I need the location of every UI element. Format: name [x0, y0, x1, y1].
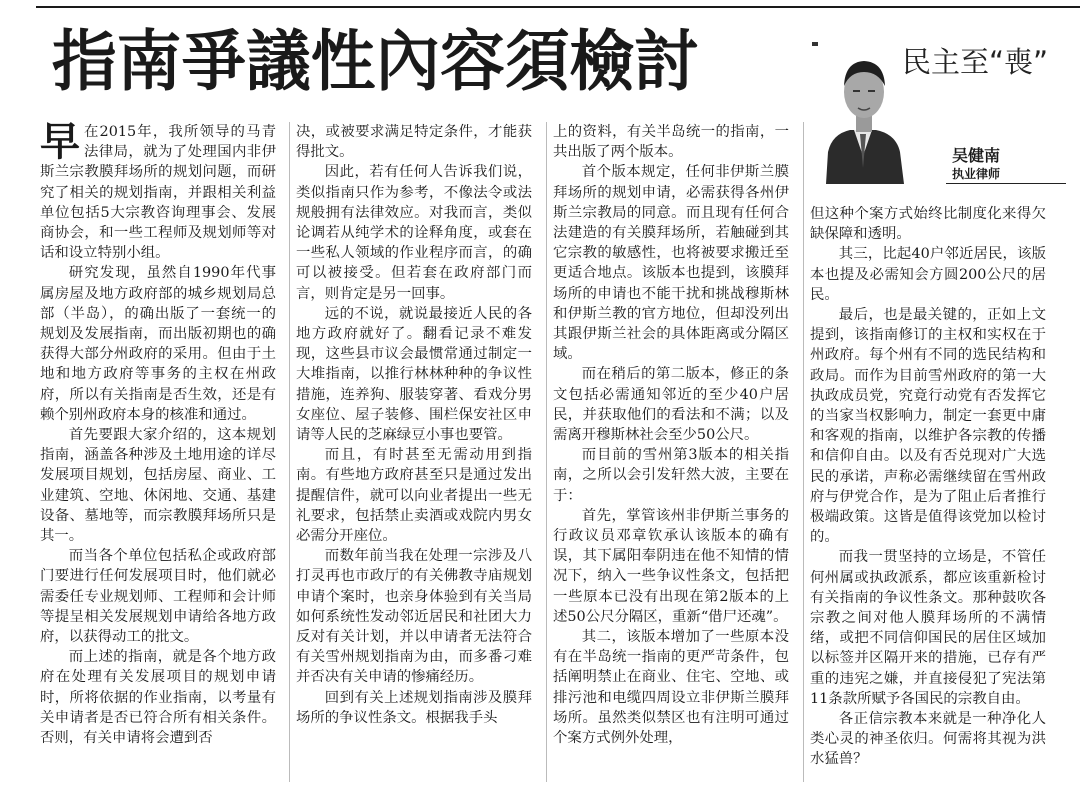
paragraph: 而在稍后的第二版本，修正的条文包括必需通知邻近的至少40户居民，并获取他们的看法和不满；以及需离开穆斯林社会至少50公尺。: [553, 366, 789, 444]
paragraph: 而数年前当我在处理一宗涉及八打灵再也市政厅的有关佛教寺庙规划申请个案时，也亲身体验到有关当局如何系统性发动邻近居民和社团大力反对有关计划，并以申请者无法符合有关雪州规划指南为由，而多番刁难并否决有关申请的惨痛经历。: [296, 548, 532, 686]
column-separator: [546, 122, 547, 782]
paragraph: 其二，该版本增加了一些原本没有在半岛统一指南的更严苛条件，包括阐明禁止在商业、住宅、空地、或排污池和电缆四周设立非伊斯兰膜拜场所。虽然类似禁区也有注明可通过个案方式例外处理，: [553, 629, 789, 747]
paragraph: 首个版本规定，任何非伊斯兰膜拜场所的规划申请，必需获得各州伊斯兰宗教局的同意。而且现有任何合法建造的有关膜拜场所，若触碰到其它宗教的敏感性，也将被要求搬迁至更适合地点。该版本也提到，该膜拜场所的申请也不能干扰和挑战穆斯林和伊斯兰教的官方地位，但却没列出其跟伊斯兰社会的具体距离或分隔区域。: [553, 164, 789, 363]
author-title: 执业律师: [952, 167, 1001, 181]
body-column-2: [296, 122, 532, 728]
paragraph: 回到有关上述规划指南涉及膜拜场所的争议性条文。根据我手头: [296, 689, 532, 726]
headline: 指南爭議性內容須檢討: [52, 23, 699, 100]
paragraph: 远的不说，就说最接近人民的各地方政府就好了。翻看记录不难发现，这些县市议会最惯常通过制定一大堆指南，以推行林林种种的争议性措施，连养狗、服装穿著、看戏分男女座位、屋子装修、围栏保安社区申请等人民的芝麻绿豆小事也要管。: [296, 305, 532, 444]
paragraph: 但这种个案方式始终比制度化来得欠缺保障和透明。: [810, 206, 1046, 243]
body-column-4: [810, 204, 1046, 770]
column-separator: [803, 122, 804, 782]
author-rule: [946, 183, 1066, 184]
paragraph: 而当各个单位包括私企或政府部门要进行任何发展项目时，他们就必需委任专业规划师、工程师和会计师等提呈相关发展规划申请给各地方政府，以获得动工的批文。: [40, 548, 276, 646]
paragraph-text: 在2015年，我所领导的马青法律局，就为了处理国内非伊斯兰宗教膜拜场所的规划问题，而研究了相关的规划指南，并跟相关利益单位包括5大宗教咨询理事会、发展商协会，和一些工程师及规划师等对话和设立特别小组。: [40, 124, 276, 262]
body-column-3: [553, 122, 789, 748]
paragraph: 而且，有时甚至无需动用到指南。有些地方政府甚至只是通过发出提醒信件，就可以向业者提出一些无礼要求，包括禁止卖酒或戏院内男女必需分开座位。: [296, 447, 532, 545]
paragraph: [40, 119, 276, 263]
paragraph: 其三，比起40户邻近居民，该版本也提及必需知会方圆200公尺的居民。: [810, 246, 1046, 303]
body-column-1: [40, 119, 276, 748]
column-separator: [289, 122, 290, 782]
paragraph: 首先要跟大家介绍的，这本规划指南，涵盖各种涉及土地用途的详尽发展项目规划，包括房屋、商业、工业建筑、空地、休闲地、交通、基建设备、墓地等，而宗教膜拜场所只是其一。: [40, 427, 276, 545]
paragraph: 而上述的指南，就是各个地方政府在处理有关发展项目的规划申请时，所将依据的作业指南，以考量有关申请者是否已符合所有相关条件。否则，有关申请将会遭到否: [40, 649, 276, 747]
paragraph: 因此，若有任何人告诉我们说，类似指南只作为参考，不像法令或法规般拥有法律效应。对我而言，类似论调若从纯学术的诠释角度，或套在一些私人领域的作业程序而言，的确可以被接受。但若套在政府部门而言，则肯定是另一回事。: [296, 164, 532, 302]
paragraph: 上的资料，有关半岛统一的指南，一共出版了两个版本。: [553, 124, 789, 161]
top-rule: [36, 6, 1080, 8]
paragraph: 而我一贯坚持的立场是，不管任何州属或执政派系，都应该重新检讨有关指南的争议性条文。那种鼓吹各宗教之间对他人膜拜场所的不满情绪，或把不同信仰国民的居住区域加以标签并区隔开来的措施，已存有严重的违宪之嫌，并直接侵犯了宪法第11条款所赋予各国民的宗教自由。: [810, 549, 1046, 707]
paragraph: 各正信宗教本来就是一种净化人类心灵的神圣依归。何需将其视为洪水猛兽？: [810, 711, 1046, 768]
paragraph: 而目前的雪州第3版本的相关指南，之所以会引发轩然大波，主要在于：: [553, 447, 789, 504]
paragraph: 研究发现，虽然自1990年代事属房屋及地方政府部的城乡规划局总部（半岛），的确出版了一套统一的规划及发展指南，而出版初期也的确获得大部分州政府的采用。但由于土地和地方政府等事务的主权在州政府，所以有关指南是否生效，还是有赖个别州政府本身的核准和通过。: [40, 265, 276, 423]
dropcap: 早: [40, 119, 80, 165]
paragraph: 决，或被要求满足特定条件，才能获得批文。: [296, 124, 532, 161]
author-photo: [818, 34, 908, 184]
paragraph: 首先，掌管该州非伊斯兰事务的行政议员邓章钦承认该版本的确有误，其下属阳奉阴违在他不知情的情况下，纳入一些争议性条文，包括把一些原本已没有出现在第2版本的上述50公尺分隔区，重新“借尸还魂”。: [553, 507, 789, 625]
column-title: 民主至“喪”: [902, 45, 1049, 79]
paragraph: 最后，也是最关键的，正如上文提到，该指南修订的主权和实权在于州政府。每个州有不同的选民结构和政局。而作为目前雪州政府的第一大执政成员党，究竟行动党有否发挥它的当家当权影响力，制定一套更中庸和客观的指南，以维护各宗教的传播和信仰自由。以及有否兑现对广大选民的承诺，声称必需继续留在雪州政府与伊党合作，是为了阻止后者推行极端政策。这皆是值得该党加以检讨的。: [810, 307, 1046, 546]
author-name: 吴健南: [952, 146, 1001, 165]
